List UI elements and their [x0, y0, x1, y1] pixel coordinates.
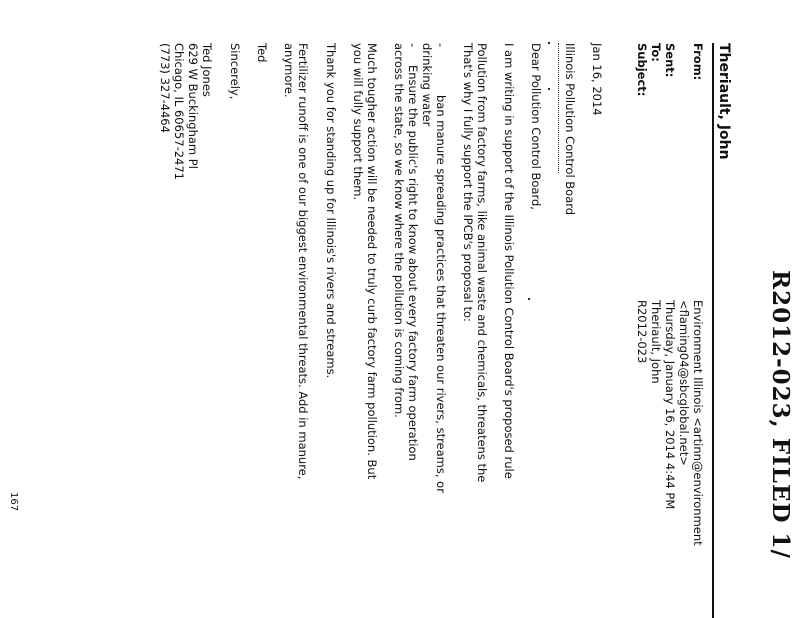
letter-date: Jan 16, 2014 — [590, 43, 604, 116]
scan-speck — [528, 298, 530, 300]
to-label: To: — [649, 43, 663, 62]
letter-recipient: Illinois Pollution Control Board — [563, 43, 577, 216]
paragraph-2-line-2: That's why I fully support the IPCB's proposal to: — [461, 43, 475, 322]
subject-label: Subject: — [635, 43, 649, 97]
scan-speck — [548, 42, 550, 44]
address-name: Ted Jones — [200, 43, 214, 97]
to-value: Theriault, John — [649, 300, 663, 384]
bullet-2-line-2: across the state, so we know where the pollution is coming from. — [392, 43, 406, 418]
address-phone: (773) 327-4464 — [158, 43, 172, 133]
filing-stamp: R2012-023, FILED 1/ — [767, 270, 794, 559]
bullet-marker: - — [434, 43, 448, 48]
page-number: 167 — [8, 492, 19, 512]
paragraph-3-line-2: you will fully support them. — [351, 43, 365, 201]
paragraph-4: Thank you for standing up for Illinois's rivers and streams. — [324, 43, 338, 379]
paragraph-1: I am writing in support of the Illinois Pollution Control Board's proposed rule — [502, 43, 516, 479]
bullet-1-line-2: drinking water — [420, 43, 434, 127]
signature-name: Ted — [255, 43, 269, 63]
header-rule — [712, 43, 714, 618]
recipient-underline — [558, 43, 559, 173]
paragraph-5-line-2: anymore. — [282, 43, 296, 98]
letter-greeting: Dear Pollution Control Board, — [529, 43, 543, 210]
bullet-marker: - — [406, 43, 420, 48]
subject-value: R2012-023 — [635, 300, 649, 364]
from-label: From: — [691, 43, 705, 81]
sender-name: Theriault, John — [716, 43, 732, 160]
address-street: 629 W Buckingham Pl — [186, 43, 200, 169]
closing: Sincerely, — [228, 43, 242, 100]
sent-label: Sent: — [663, 43, 677, 78]
bullet-1-line-1: ban manure spreading practices that threaten our rivers, streams, or — [434, 95, 448, 493]
paragraph-2-line-1: Pollution from factory farms, like animal waste and chemicals, threatens the — [475, 43, 489, 483]
address-city: Chicago, IL 60657-2471 — [172, 43, 186, 180]
paragraph-3-line-1: Much tougher action will be needed to truly curb factory farm pollution. But — [365, 43, 379, 480]
from-value: Environment Illinois <artinn@environment — [691, 300, 705, 546]
sent-value: Thursday, January 16, 2014 4:44 PM — [663, 300, 677, 510]
from-value-email: <flaming04@sbcglobal.net> — [677, 300, 691, 466]
bullet-2-line-1: Ensure the public's right to know about every factory farm operation — [406, 65, 420, 461]
paragraph-5-line-1: Fertilizer runoff is one of our biggest environmental threats. Add in manure, — [296, 43, 310, 480]
scan-speck — [548, 88, 550, 90]
